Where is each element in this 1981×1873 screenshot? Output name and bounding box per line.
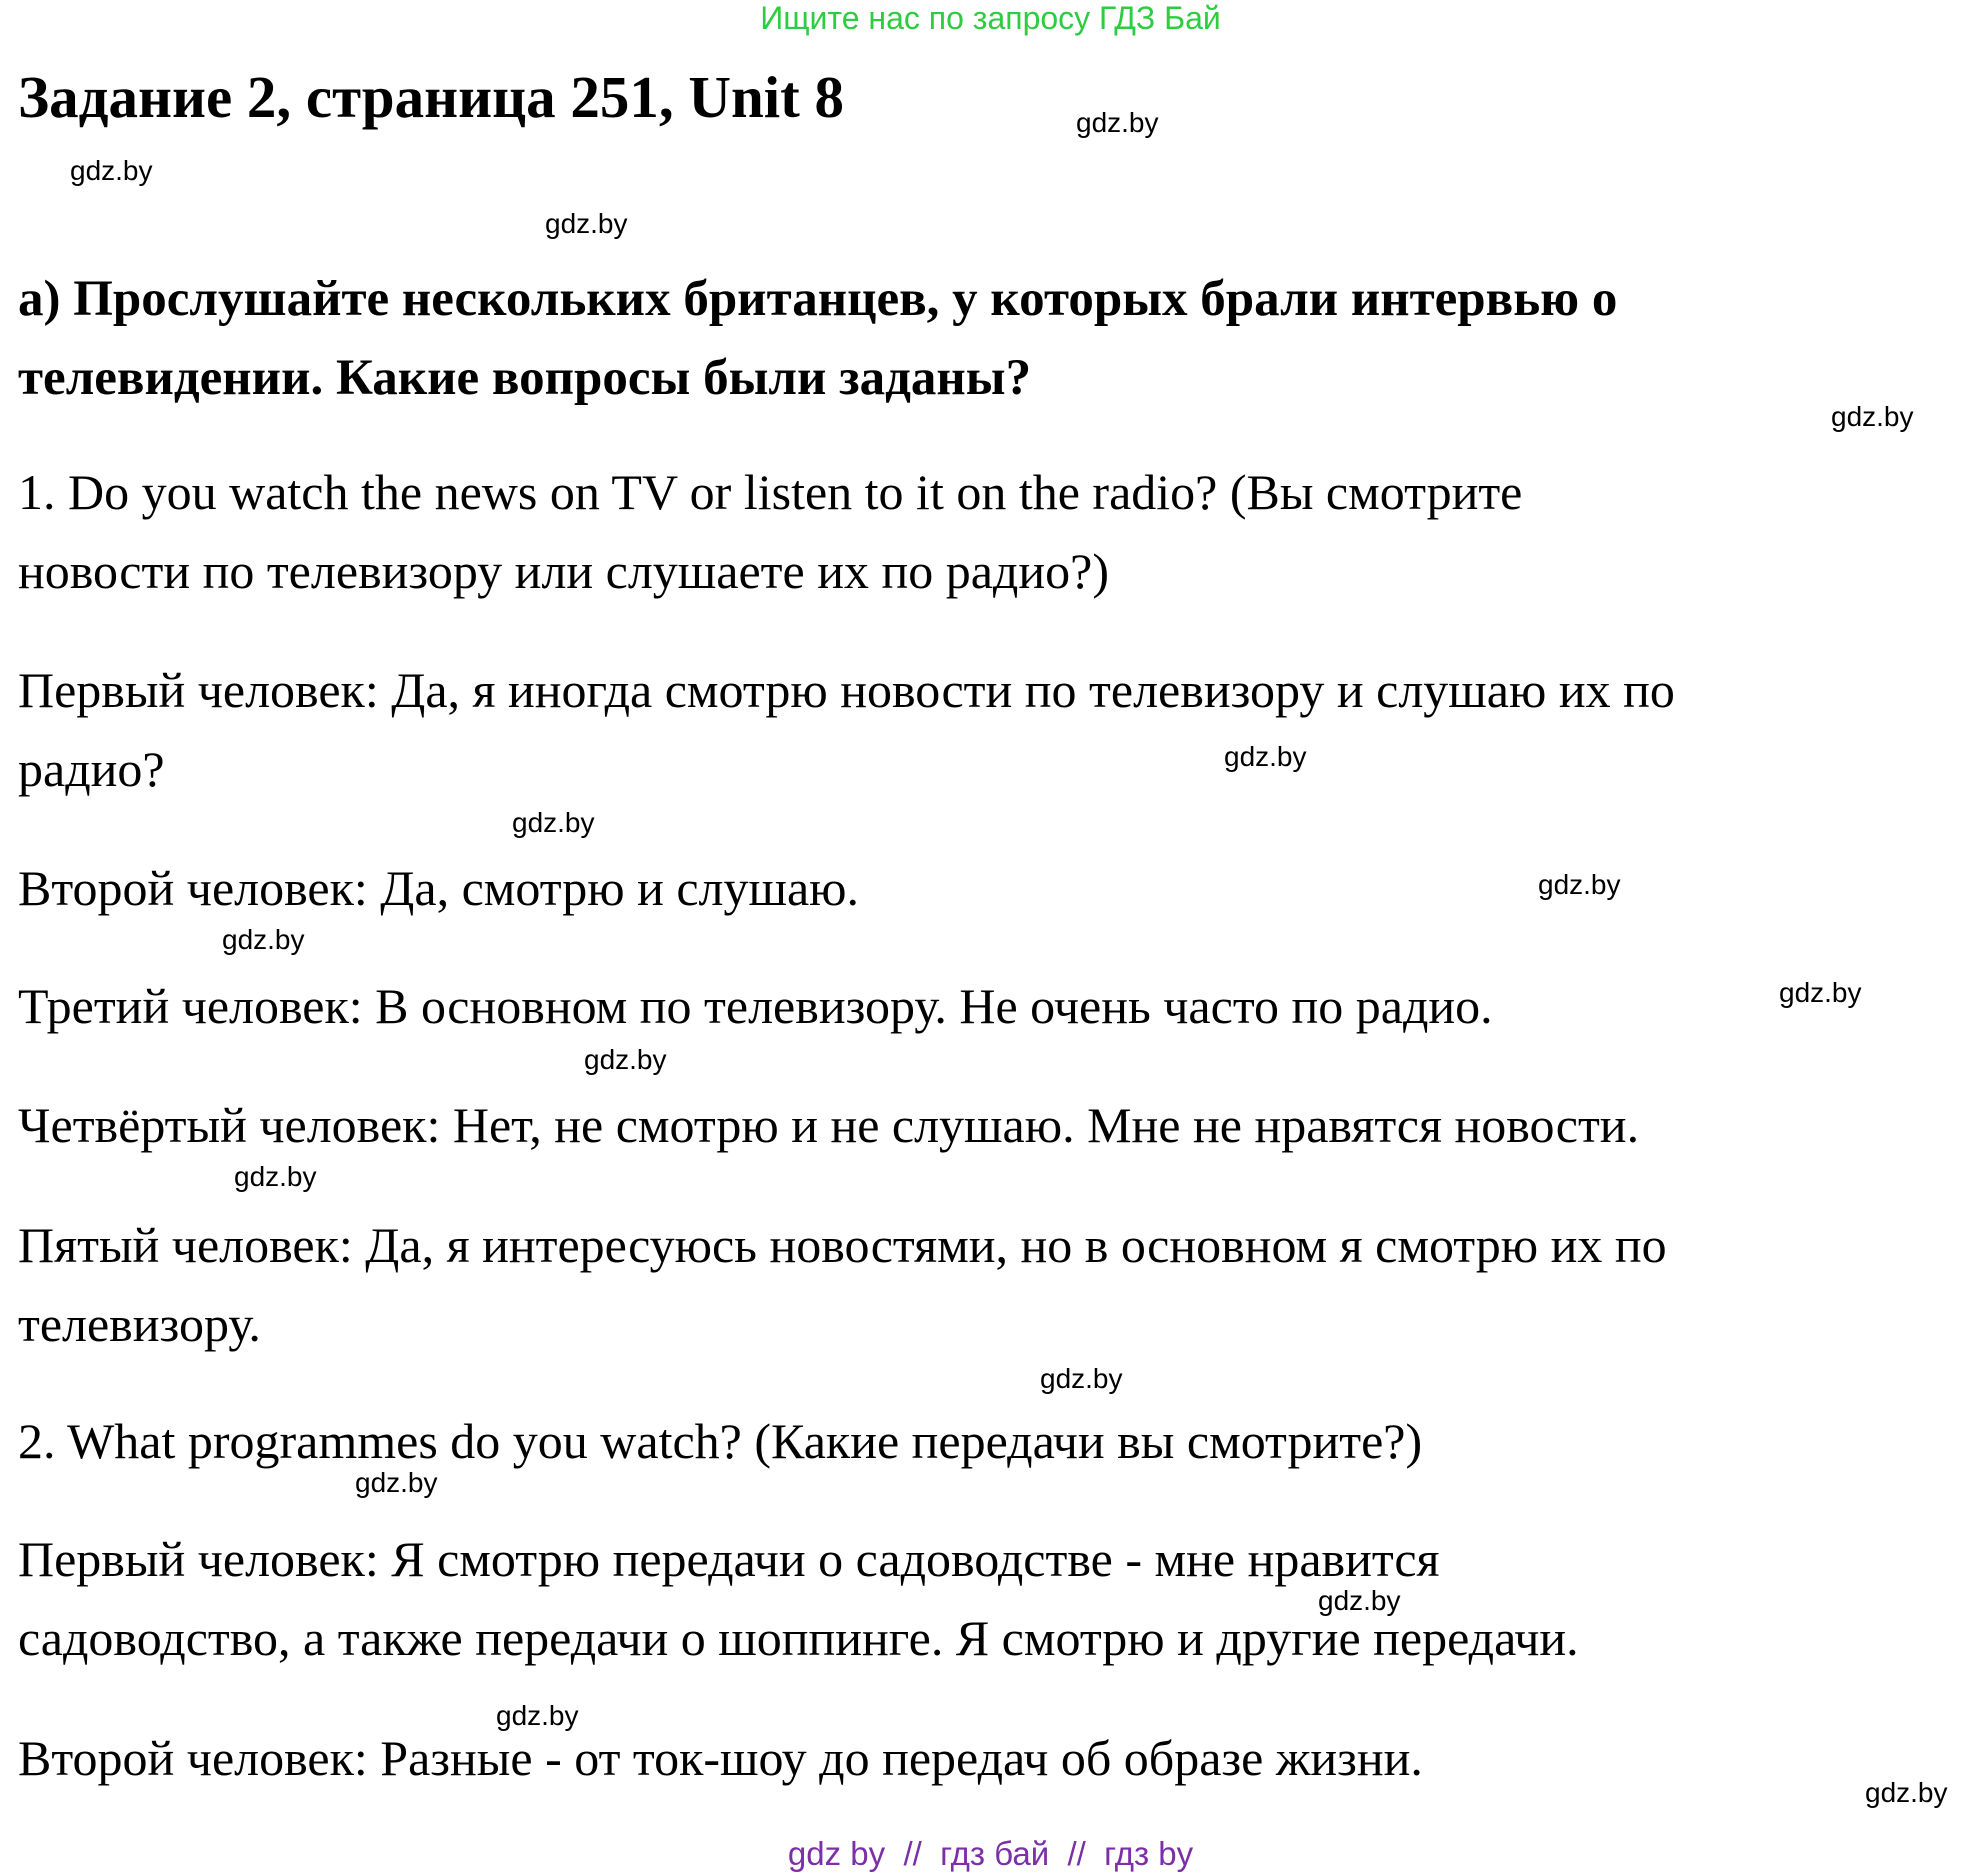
watermark: gdz.by — [355, 1467, 438, 1498]
watermark: gdz.by — [1538, 869, 1621, 900]
top-banner: Ищите нас по запросу ГДЗ Бай — [760, 0, 1221, 36]
watermark: gdz.by — [545, 208, 628, 239]
watermark: gdz.by — [512, 807, 595, 838]
answer-1-person-5-line-1: Пятый человек: Да, я интересуюсь новостями, но в основном я смотрю их по — [18, 1217, 1667, 1273]
watermark: gdz.by — [70, 155, 153, 186]
question-2: 2. What programmes do you watch? (Какие передачи вы смотрите?) — [18, 1413, 1423, 1469]
watermark: gdz.by — [234, 1161, 317, 1192]
answer-1-person-1-line-1: Первый человек: Да, я иногда смотрю новости по телевизору и слушаю их по — [18, 662, 1675, 718]
watermark: gdz.by — [1865, 1777, 1948, 1808]
watermark: gdz.by — [1040, 1363, 1123, 1394]
watermark: gdz.by — [1224, 741, 1307, 772]
question-1-line-2: новости по телевизору или слушаете их по радио?) — [18, 543, 1109, 599]
answer-1-person-5-line-2: телевизору. — [18, 1296, 261, 1352]
answer-1-person-4: Четвёртый человек: Нет, не смотрю и не слушаю. Мне не нравятся новости. — [18, 1097, 1640, 1153]
answer-1-person-3: Третий человек: В основном по телевизору. Не очень часто по радио. — [18, 978, 1493, 1034]
answer-2-person-1-line-1: Первый человек: Я смотрю передачи о садоводстве - мне нравится — [18, 1531, 1440, 1587]
watermark: gdz.by — [1831, 401, 1914, 432]
question-1-line-1: 1. Do you watch the news on TV or listen to it on the radio? (Вы смотрите — [18, 464, 1523, 520]
answer-2-person-1-line-2: садоводство, а также передачи о шоппинге. Я смотрю и другие передачи. — [18, 1610, 1579, 1666]
watermark: gdz.by — [1318, 1585, 1401, 1616]
footer-links: gdz by // гдз бай // гдз by — [787, 1835, 1194, 1872]
answer-1-person-2: Второй человек: Да, смотрю и слушаю. — [18, 860, 860, 916]
watermark: gdz.by — [1076, 107, 1159, 138]
page-title: Задание 2, страница 251, Unit 8 — [18, 64, 845, 130]
watermark: gdz.by — [1779, 977, 1862, 1008]
task-prompt-line-2: телевидении. Какие вопросы были заданы? — [18, 350, 1032, 406]
watermark: gdz.by — [584, 1044, 667, 1075]
watermark: gdz.by — [222, 924, 305, 955]
answer-2-person-2: Второй человек: Разные - от ток-шоу до передач об образе жизни. — [18, 1730, 1423, 1786]
task-prompt-line-1: а) Прослушайте нескольких британцев, у которых брали интервью о — [18, 271, 1618, 327]
answer-1-person-1-line-2: радио? — [18, 741, 165, 797]
watermark: gdz.by — [496, 1700, 579, 1731]
task-prompt — [18, 260, 1948, 418]
